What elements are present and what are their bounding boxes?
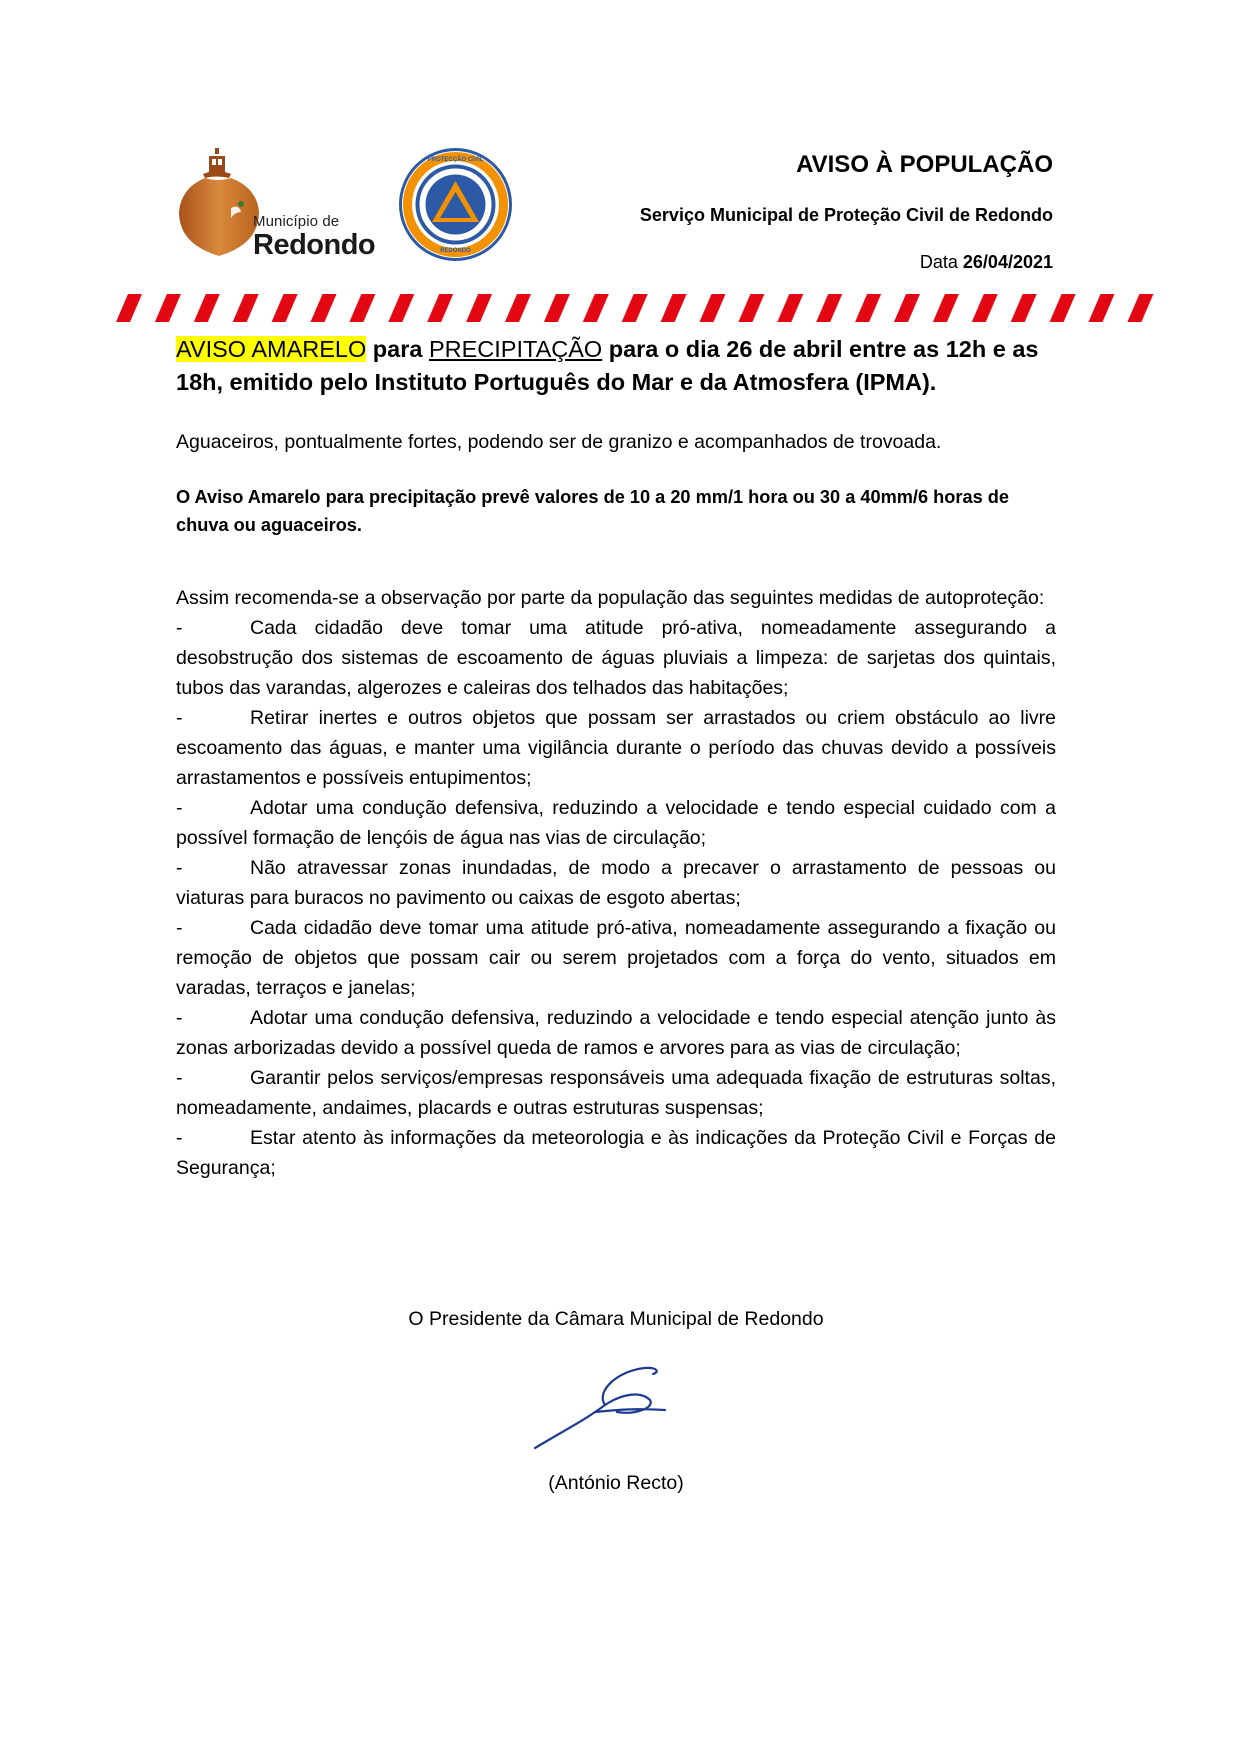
list-marker: - [176,917,183,939]
list-item [176,1063,1056,1123]
notice-title: AVISO À POPULAÇÃO [796,151,1053,178]
date-label: Data [919,252,958,272]
list-marker: - [176,857,183,879]
intro-paragraph: Aguaceiros, pontualmente fortes, podendo ser de granizo e acompanhados de trovoada. [176,431,942,453]
list-marker: - [176,1067,183,1089]
list-item [176,613,1056,703]
list-item [176,1003,1056,1063]
list-marker: - [176,1127,183,1149]
vase-logo-icon [175,148,265,258]
measures-list [176,613,1056,1183]
signoff-line: O Presidente da Câmara Municipal de Redondo [408,1308,824,1330]
protec-bottom-text: REDONDO [440,248,471,254]
headline-text-1: para [366,336,429,362]
protec-ring-text: PROTECÇÃO CIVIL [427,157,484,163]
headline-text-2: para o dia 26 de abril entre as 12h e as 18h, emitido pelo Instituto Português do Mar e da Atmosfera (IPMA). [176,336,1039,395]
signature-icon [525,1350,710,1455]
precipitation-note: O Aviso Amarelo para precipitação prevê valores de 10 a 20 mm/1 hora ou 30 a 40mm/6 horas de chuva ou aguaceiros. [176,487,1009,535]
hazard-stripe [110,294,1160,322]
list-item [176,853,1056,913]
headline-hazard: PRECIPITAÇÃO [428,336,603,362]
date-value: 26/04/2021 [962,252,1053,272]
signatory-name: (António Recto) [548,1472,684,1494]
headline [176,333,1056,399]
list-item-text: Adotar uma condução defensiva, reduzindo a velocidade e tendo especial atenção junto às zonas arborizadas devido a possível queda de ramos e arvores para as vias de circulação; [176,1007,1056,1059]
list-item [176,703,1056,793]
list-item-text: Cada cidadão deve tomar uma atitude pró-ativa, nomeadamente assegurando a fixação ou remoção de objetos que possam cair ou serem projetados com a força do vento, situados em varadas, terraços e janelas; [176,917,1056,999]
list-item-text: Adotar uma condução defensiva, reduzindo a velocidade e tendo especial cuidado com a possível formação de lençóis de água nas vias de circulação; [176,797,1056,849]
list-marker: - [176,617,183,639]
list-marker: - [176,797,183,819]
list-item [176,793,1056,853]
protecao-civil-logo-icon [399,148,512,261]
municipio-wordmark [253,214,375,260]
list-item-text: Garantir pelos serviços/empresas responsáveis uma adequada fixação de estruturas soltas, nomeadamente, andaimes, placards e outras estruturas suspensas; [176,1067,1056,1119]
recommend-intro: Assim recomenda-se a observação por parte da população das seguintes medidas de autoproteção: [176,587,1045,609]
list-item-text: Retirar inertes e outros objetos que possam ser arrastados ou criem obstáculo ao livre escoamento das águas, e manter uma vigilância durante o período das chuvas devido a possíveis arrastamentos e possíveis entupimentos; [176,707,1056,789]
list-marker: - [176,707,183,729]
list-item [176,1123,1056,1183]
notice-body [176,333,1056,1183]
list-item-text: Não atravessar zonas inundadas, de modo a precaver o arrastamento de pessoas ou viaturas para buracos no pavimento ou caixas de esgoto abertas; [176,857,1056,909]
list-item-text: Estar atento às informações da meteorologia e às indicações da Proteção Civil e Forças de Segurança; [176,1127,1056,1179]
notice-date [920,252,1053,273]
municipio-logo [175,148,380,261]
service-name: Serviço Municipal de Proteção Civil de Redondo [639,205,1053,225]
municipio-small-text: Município de [253,213,340,230]
municipio-big-text: Redondo [253,229,376,261]
list-item [176,913,1056,1003]
headline-warning-level: AVISO AMARELO [176,336,367,362]
list-item-text: Cada cidadão deve tomar uma atitude pró-ativa, nomeadamente assegurando a desobstrução dos sistemas de escoamento de águas pluviais a limpeza: de sarjetas dos quintais, tubos das varandas, algerozes e caleiras dos telhados das habitações; [176,617,1056,699]
list-marker: - [176,1007,183,1029]
